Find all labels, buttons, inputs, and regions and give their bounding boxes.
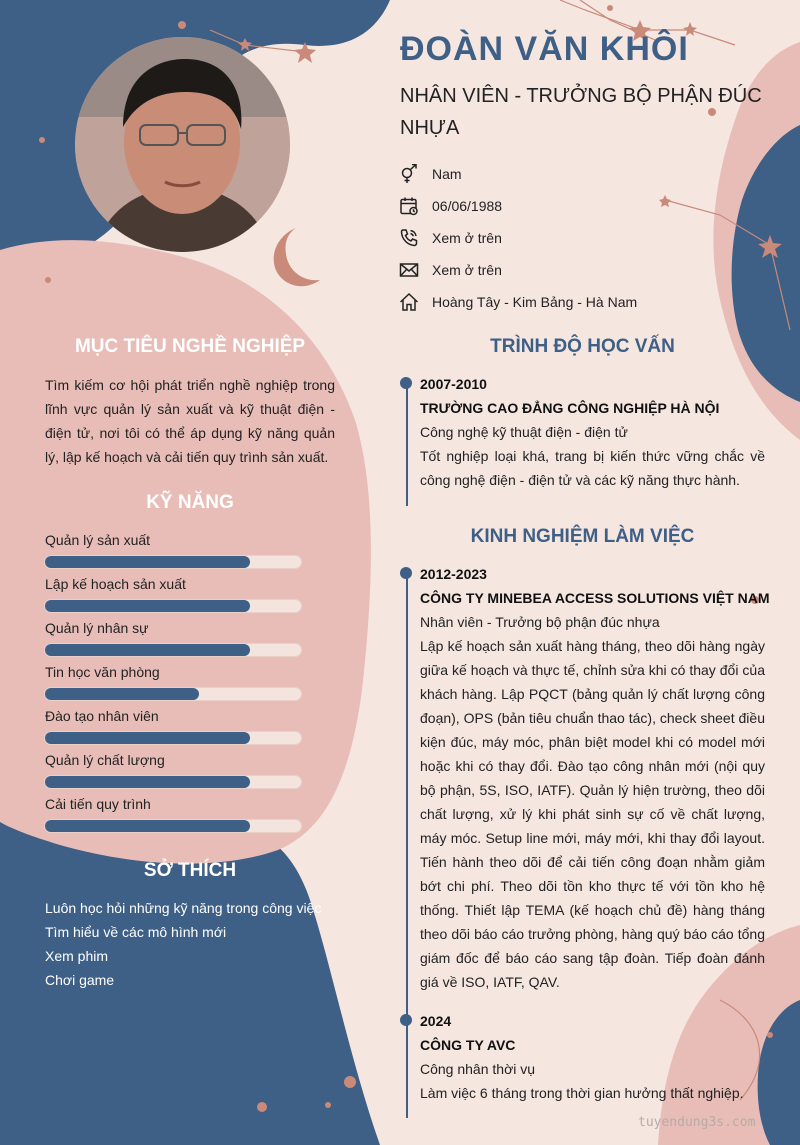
experience-entry: [420, 562, 770, 994]
contact-phone: [398, 222, 637, 254]
skill-item: [45, 792, 305, 836]
education-timeline-line: [406, 378, 408, 506]
skill-name: Quản lý nhân sự: [45, 620, 149, 636]
home-icon: [398, 291, 420, 313]
hobby-item: Xem phim: [45, 948, 109, 964]
candidate-name: ĐOÀN VĂN KHÔI: [400, 30, 689, 68]
education-heading: TRÌNH ĐỘ HỌC VẤN: [490, 336, 675, 357]
timeline-dot: [400, 567, 412, 579]
timeline-dot: [400, 1014, 412, 1026]
experience-period: 2024: [420, 1013, 452, 1029]
skill-name: Cải tiến quy trình: [45, 796, 151, 812]
skill-bar-fill: [45, 644, 250, 656]
hobby-item: Luôn học hỏi những kỹ năng trong công việc: [45, 900, 322, 916]
objective-text: Tìm kiếm cơ hội phát triển nghề nghiệp trong lĩnh vực quản lý sản xuất và kỹ thuật điện - điện tử, nơi tôi có thể áp dụng kỹ năng quản lý, lập kế hoạch và cải tiến quy trình sản xuất.: [45, 377, 335, 465]
skill-name: Tin học văn phòng: [45, 664, 160, 680]
education-major: Công nghệ kỹ thuật điện - điện tử: [420, 424, 628, 440]
experience-company: CÔNG TY MINEBEA ACCESS SOLUTIONS VIỆT NAM: [420, 590, 770, 606]
skill-bar-fill: [45, 732, 250, 744]
skill-bar-fill: [45, 556, 250, 568]
contact-list: [398, 158, 637, 318]
objective-heading: MỤC TIÊU NGHỀ NGHIỆP: [74, 336, 306, 357]
skill-name: Quản lý chất lượng: [45, 752, 165, 768]
education-period: 2007-2010: [420, 376, 487, 392]
skill-item: [45, 704, 305, 748]
skill-bar: [45, 600, 301, 612]
watermark: tuyendung3s.com: [638, 1115, 756, 1130]
skill-name: Đào tạo nhân viên: [45, 708, 159, 724]
experience-role: Nhân viên - Trưởng bộ phận đúc nhựa: [420, 614, 660, 630]
contact-email-value: Xem ở trên: [432, 262, 502, 278]
email-icon: [398, 259, 420, 281]
education-description: Tốt nghiệp loại khá, trang bị kiến thức vững chắc về công nghệ điện - điện tử và các kỹ năng thực hành.: [420, 448, 765, 488]
skill-item: [45, 748, 305, 792]
timeline-dot: [400, 377, 412, 389]
experience-company: CÔNG TY AVC: [420, 1037, 516, 1053]
hobby-item: Chơi game: [45, 972, 115, 988]
experience-entry: [420, 1009, 765, 1105]
skill-item: [45, 660, 305, 704]
skill-name: Lập kế hoạch sản xuất: [45, 576, 186, 592]
contact-email: [398, 254, 637, 286]
hobbies-heading: SỞ THÍCH: [143, 860, 237, 881]
skill-bar-fill: [45, 600, 250, 612]
contact-address: [398, 286, 637, 318]
job-title: NHÂN VIÊN - TRƯỞNG BỘ PHẬN ĐÚC NHỰA: [400, 85, 762, 139]
skill-name: Quản lý sản xuất: [45, 532, 151, 548]
contact-address-value: Hoàng Tây - Kim Bảng - Hà Nam: [432, 294, 638, 310]
skill-bar: [45, 732, 301, 744]
skill-bar-fill: [45, 820, 250, 832]
skills-heading: KỸ NĂNG: [146, 492, 234, 513]
avatar-icon: [75, 37, 290, 252]
experience-period: 2012-2023: [420, 566, 487, 582]
skill-bar-fill: [45, 776, 250, 788]
education-school: TRƯỜNG CAO ĐẲNG CÔNG NGHIỆP HÀ NỘI: [420, 400, 720, 416]
experience-description: Lập kế hoạch sản xuất hàng tháng, theo dõi hàng ngày giữa kế hoạch và thực tế, chỉnh sửa khi có thay đổi của khách hàng. Lập PQCT (bảng quản lý chất lượng công đoạn), OPS (bản tiêu chuẩn thao tác), check sheet điều kiện đúc, máy móc, phân biệt model khi có model mới hoặc khi có thay đổi. Đào tạo công nhân mới (nội quy bộ phận, 5S, ISO, IATF). Quản lý hiện trường, theo dõi chất lượng, xử lý khi phát sinh sự cố về chất lượng, máy móc. Setup line mới, máy mới, khi thay đổi layout. Tiến hành theo dõi để cải tiến công đoạn nhằm giảm bớt chi phí. Theo dõi tồn kho thực tế với tồn kho hệ thống. Thiết lập TEMA (kế hoạch chủ đề) hàng tháng theo dõi báo cáo trưởng phòng, hàng quý báo cáo tổng giám đốc để báo cáo sang tập đoàn. Tiếp đoàn đánh giá về ISO, IATF, QAV.: [420, 638, 765, 990]
skill-item: [45, 528, 305, 572]
experience-heading: KINH NGHIỆM LÀM VIỆC: [470, 526, 695, 547]
education-entry: [420, 372, 765, 492]
skill-item: [45, 572, 305, 616]
skill-bar: [45, 820, 301, 832]
skill-bar: [45, 776, 301, 788]
skill-bar: [45, 644, 301, 656]
contact-birthday: [398, 190, 637, 222]
skill-bar-fill: [45, 688, 199, 700]
skill-bar: [45, 556, 301, 568]
phone-icon: [398, 227, 420, 249]
hobbies-list: [45, 896, 345, 992]
contact-gender: [398, 158, 637, 190]
hobby-item: Tìm hiểu về các mô hình mới: [45, 924, 227, 940]
skills-list: [45, 528, 305, 836]
experience-description: Làm việc 6 tháng trong thời gian hưởng thất nghiệp.: [420, 1085, 744, 1101]
calendar-icon: [398, 195, 420, 217]
contact-gender-value: Nam: [432, 166, 462, 182]
gender-icon: [398, 163, 420, 185]
profile-photo: [75, 37, 290, 252]
skill-bar: [45, 688, 301, 700]
experience-timeline-line: [406, 568, 408, 1118]
contact-phone-value: Xem ở trên: [432, 230, 502, 246]
experience-role: Công nhân thời vụ: [420, 1061, 536, 1077]
skill-item: [45, 616, 305, 660]
contact-birthday-value: 06/06/1988: [432, 198, 503, 214]
